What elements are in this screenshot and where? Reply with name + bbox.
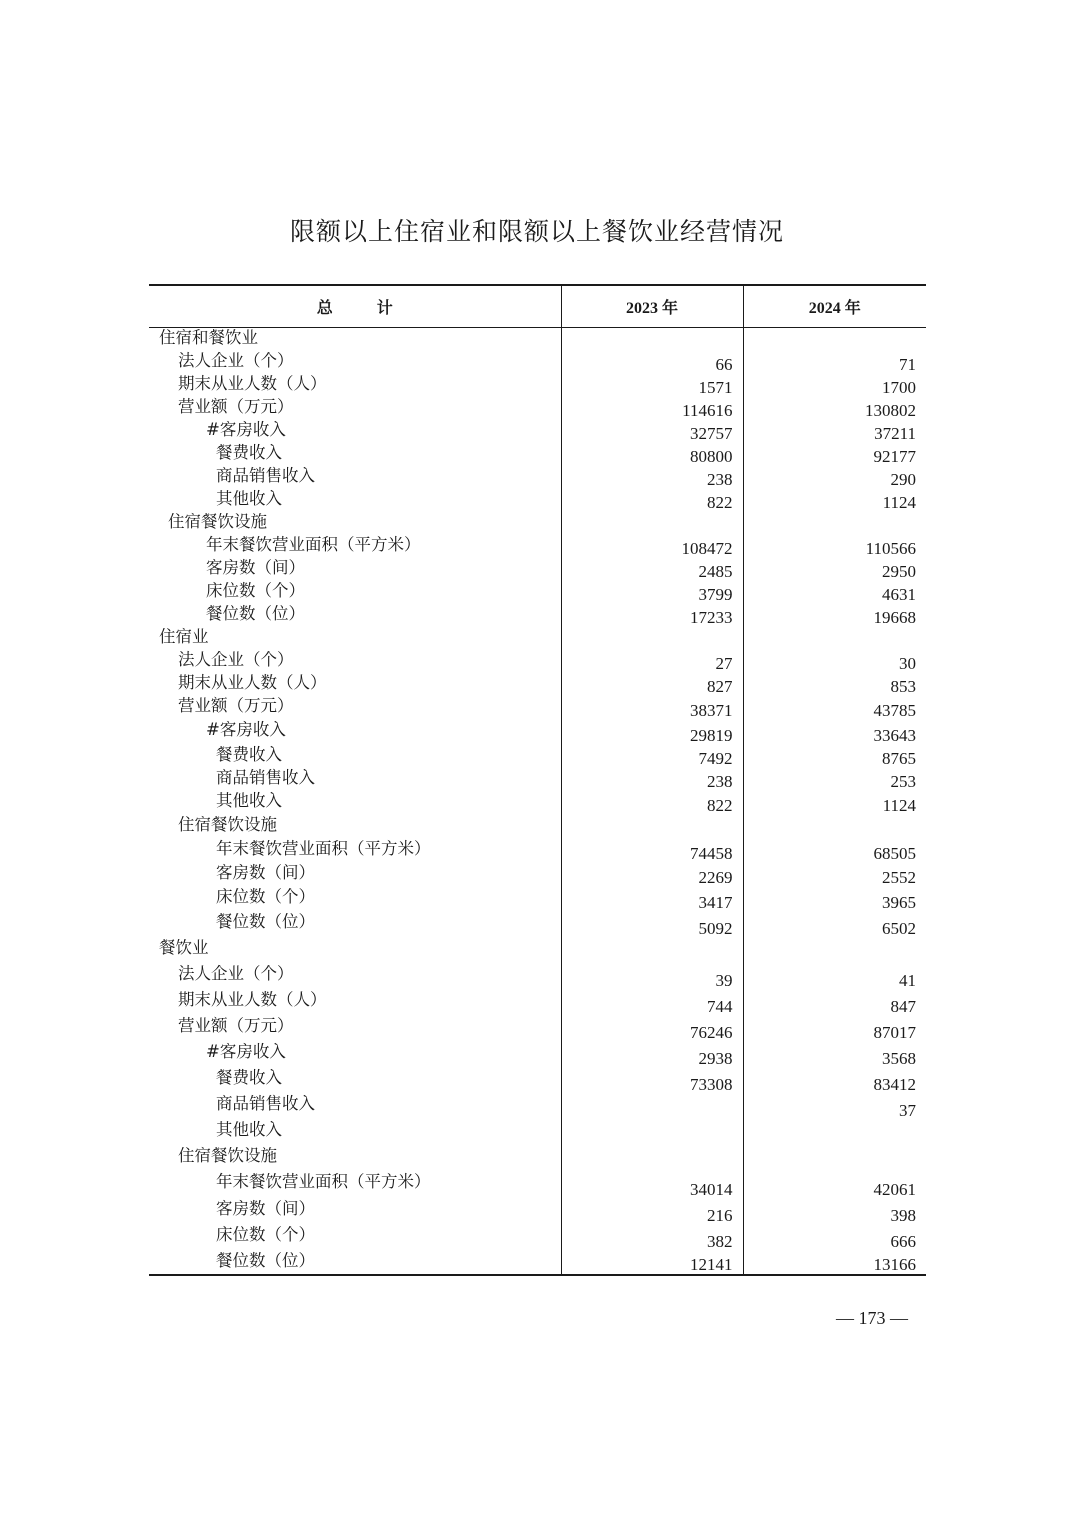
row-value-2023: 822 [561, 791, 743, 815]
row-label: 法人企业（个） [178, 350, 294, 370]
row-value-2024: 71 [743, 351, 926, 374]
row-value-2024: 1700 [743, 374, 926, 397]
row-value-2023: 34014 [561, 1172, 743, 1199]
table-row [149, 443, 926, 466]
row-value-2024: 87017 [743, 1016, 926, 1042]
row-value-2024: 41 [743, 964, 926, 990]
row-value-2023: 74458 [561, 839, 743, 863]
row-value-2023: 238 [561, 768, 743, 791]
table-row [149, 745, 926, 768]
row-value-2023 [561, 512, 743, 535]
row-value-2024: 3568 [743, 1042, 926, 1068]
row-label: 期末从业人数（人） [178, 989, 327, 1009]
row-label: 住宿业 [159, 626, 209, 646]
table-row [149, 1172, 926, 1199]
table-row [149, 1225, 926, 1251]
page-title: 限额以上住宿业和限额以上餐饮业经营情况 [289, 217, 784, 246]
row-label: 餐费收入 [216, 1067, 282, 1087]
table-row [149, 535, 926, 558]
row-value-2023: 32757 [561, 420, 743, 443]
row-value-2024: 2552 [743, 863, 926, 887]
table-row [149, 1120, 926, 1146]
row-value-2024: 398 [743, 1199, 926, 1225]
table-row [149, 627, 926, 650]
row-value-2024: 37211 [743, 420, 926, 443]
row-value-2023: 5092 [561, 912, 743, 938]
row-value-2024: 19668 [743, 604, 926, 627]
header-2024: 2024 年 [743, 285, 926, 328]
row-value-2024: 253 [743, 768, 926, 791]
row-value-2024: 290 [743, 466, 926, 489]
row-value-2024: 666 [743, 1225, 926, 1251]
row-value-2024: 83412 [743, 1068, 926, 1094]
row-label: 法人企业（个） [178, 963, 294, 983]
row-value-2023: 38371 [561, 696, 743, 720]
row-label: #客房收入 [206, 419, 286, 439]
row-value-2024: 847 [743, 990, 926, 1016]
table-row [149, 604, 926, 627]
row-label: 其他收入 [216, 488, 282, 508]
row-value-2024 [743, 512, 926, 535]
table-row [149, 489, 926, 512]
table-row [149, 1068, 926, 1094]
row-value-2023: 66 [561, 351, 743, 374]
row-label: 营业额（万元） [178, 1015, 294, 1035]
row-label: 餐饮业 [159, 937, 209, 957]
row-label: 其他收入 [216, 1119, 282, 1139]
row-value-2023: 17233 [561, 604, 743, 627]
row-value-2023: 382 [561, 1225, 743, 1251]
row-label: 其他收入 [216, 790, 282, 810]
table-row [149, 938, 926, 964]
row-label: 餐位数（位） [149, 1251, 561, 1275]
table-row [149, 887, 926, 912]
statistics-table [149, 284, 926, 1276]
row-value-2023: 3417 [561, 887, 743, 912]
table-row [149, 912, 926, 938]
row-label: #客房收入 [206, 719, 286, 739]
row-value-2023 [561, 1146, 743, 1172]
row-label: 住宿和餐饮业 [159, 328, 258, 347]
table-row [149, 696, 926, 720]
row-value-2023: 12141 [561, 1251, 743, 1275]
table-row [149, 512, 926, 535]
row-label: 住宿餐饮设施 [178, 1145, 277, 1165]
row-value-2024: 13166 [743, 1251, 926, 1275]
row-value-2024 [743, 815, 926, 839]
row-label: 床位数（个） [216, 1224, 315, 1244]
row-value-2023: 216 [561, 1199, 743, 1225]
row-value-2024 [743, 1146, 926, 1172]
table-row [149, 863, 926, 887]
table-row [149, 1094, 926, 1120]
row-label: 法人企业（个） [178, 649, 294, 669]
row-label: 年末餐饮营业面积（平方米） [206, 534, 421, 554]
table-row [149, 990, 926, 1016]
table-row [149, 1199, 926, 1225]
table-row [149, 673, 926, 696]
row-label: 床位数（个） [206, 580, 305, 600]
row-value-2024: 2950 [743, 558, 926, 581]
row-value-2023: 2485 [561, 558, 743, 581]
row-label: 期末从业人数（人） [178, 672, 327, 692]
row-value-2023: 744 [561, 990, 743, 1016]
row-value-2024: 110566 [743, 535, 926, 558]
row-value-2023: 76246 [561, 1016, 743, 1042]
header-total-left: 总 [316, 298, 333, 317]
table-row [149, 1251, 926, 1275]
row-value-2023: 39 [561, 964, 743, 990]
row-value-2023 [561, 1120, 743, 1146]
table-row [149, 397, 926, 420]
row-value-2024: 1124 [743, 489, 926, 512]
table-row [149, 374, 926, 397]
row-value-2024: 37 [743, 1094, 926, 1120]
row-label: 营业额（万元） [178, 396, 294, 416]
row-label: 年末餐饮营业面积（平方米） [216, 1171, 431, 1191]
row-value-2023: 7492 [561, 745, 743, 768]
row-label: 营业额（万元） [178, 695, 294, 715]
table-row [149, 650, 926, 673]
row-value-2024 [743, 328, 926, 351]
row-label: 客房数（间） [206, 557, 305, 577]
row-value-2024: 33643 [743, 720, 926, 745]
row-label: 床位数（个） [216, 886, 315, 906]
row-value-2023: 29819 [561, 720, 743, 745]
row-value-2024: 130802 [743, 397, 926, 420]
row-value-2023: 80800 [561, 443, 743, 466]
row-value-2024: 68505 [743, 839, 926, 863]
row-value-2024: 30 [743, 650, 926, 673]
row-label: 商品销售收入 [216, 1093, 315, 1113]
row-label: 住宿餐饮设施 [178, 814, 277, 834]
row-value-2023: 73308 [561, 1068, 743, 1094]
table-row [149, 328, 926, 351]
row-value-2023: 827 [561, 673, 743, 696]
row-value-2023: 2269 [561, 863, 743, 887]
row-value-2023: 108472 [561, 535, 743, 558]
row-value-2023: 1571 [561, 374, 743, 397]
row-label: 客房数（间） [216, 1198, 315, 1218]
table-row [149, 815, 926, 839]
row-value-2024 [743, 627, 926, 650]
table-header-row [149, 285, 926, 328]
row-value-2023 [561, 815, 743, 839]
row-value-2023: 3799 [561, 581, 743, 604]
table-row [149, 1146, 926, 1172]
statistics-table-container [149, 284, 926, 1276]
row-value-2024: 3965 [743, 887, 926, 912]
row-value-2023: 822 [561, 489, 743, 512]
row-value-2023: 238 [561, 466, 743, 489]
row-label: 商品销售收入 [216, 465, 315, 485]
table-row [149, 351, 926, 374]
table-row [149, 581, 926, 604]
header-total-right: 计 [376, 298, 393, 317]
table-row [149, 1042, 926, 1068]
row-label: 期末从业人数（人） [178, 373, 327, 393]
table-row [149, 839, 926, 863]
table-row [149, 720, 926, 745]
row-value-2024 [743, 938, 926, 964]
row-value-2024: 8765 [743, 745, 926, 768]
row-value-2024: 42061 [743, 1172, 926, 1199]
row-value-2023 [561, 328, 743, 351]
table-row [149, 791, 926, 815]
page-number: — 173 — [836, 1308, 908, 1328]
table-row [149, 466, 926, 489]
row-value-2024: 6502 [743, 912, 926, 938]
row-label: 客房数（间） [216, 862, 315, 882]
table-row [149, 1016, 926, 1042]
row-label: 商品销售收入 [216, 767, 315, 787]
row-value-2024: 92177 [743, 443, 926, 466]
row-label: 住宿餐饮设施 [168, 511, 267, 531]
row-value-2023: 114616 [561, 397, 743, 420]
row-value-2024: 4631 [743, 581, 926, 604]
table-row [149, 768, 926, 791]
row-value-2023 [561, 938, 743, 964]
row-value-2024: 853 [743, 673, 926, 696]
header-total-label [149, 285, 561, 328]
row-value-2023: 2938 [561, 1042, 743, 1068]
table-row [149, 964, 926, 990]
row-value-2023: 27 [561, 650, 743, 673]
row-value-2023 [561, 627, 743, 650]
row-value-2024: 43785 [743, 696, 926, 720]
row-label: 餐费收入 [216, 442, 282, 462]
table-row [149, 420, 926, 443]
row-value-2024: 1124 [743, 791, 926, 815]
row-value-2024 [743, 1120, 926, 1146]
row-label: 餐位数（位） [216, 911, 315, 931]
table-row [149, 558, 926, 581]
row-label: 年末餐饮营业面积（平方米） [216, 838, 431, 858]
row-value-2023 [561, 1094, 743, 1120]
row-label: #客房收入 [206, 1041, 286, 1061]
row-label: 餐位数（位） [206, 603, 305, 623]
row-label: 餐费收入 [216, 744, 282, 764]
header-2023: 2023 年 [561, 285, 743, 328]
